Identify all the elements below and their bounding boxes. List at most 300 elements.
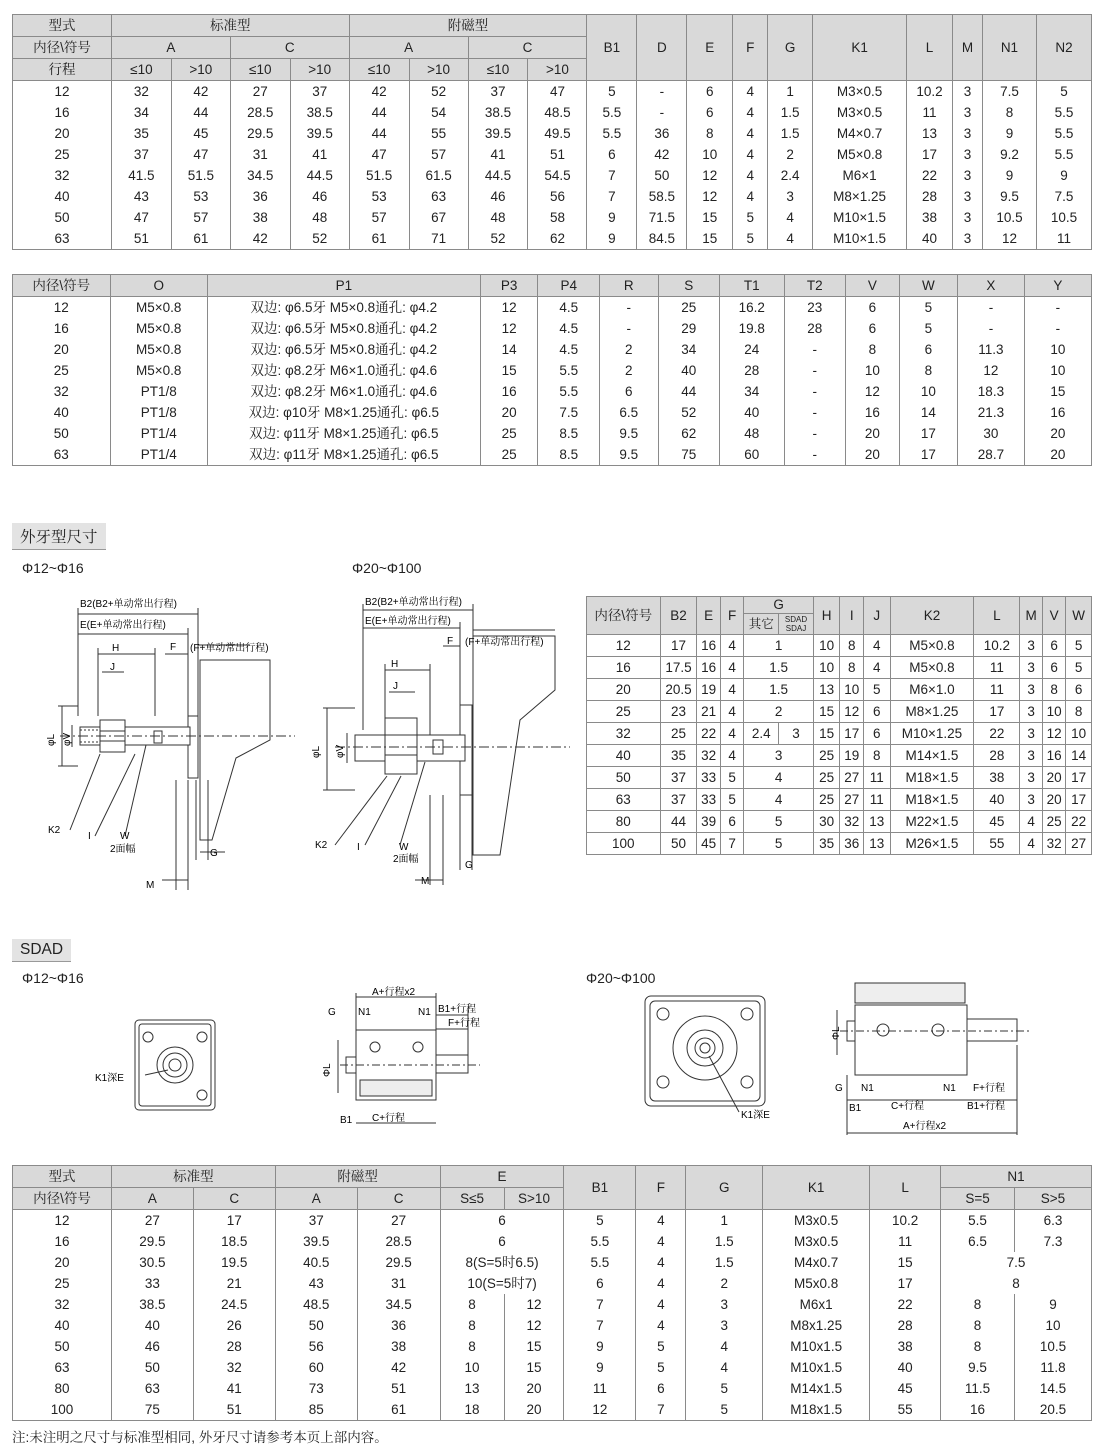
table-cell: 33: [697, 767, 721, 789]
table-row: [13, 144, 1092, 165]
table-cell: 18: [440, 1399, 504, 1421]
table-cell: 7: [564, 1315, 636, 1336]
table-cell: 46: [290, 186, 349, 207]
table-cell: 35: [660, 745, 697, 767]
table-cell: 5: [686, 1378, 763, 1399]
table-cell: 7: [564, 1294, 636, 1315]
table-cell: 25: [660, 723, 697, 745]
table-cell: 23: [660, 701, 697, 723]
table-cell: 双边: φ6.5牙 M5×0.8通孔: φ4.2: [207, 318, 480, 339]
table-cell: 28: [719, 360, 784, 381]
table-row: [13, 444, 1092, 466]
table-cell: 50: [111, 1357, 193, 1378]
table-cell: 42: [230, 228, 290, 250]
table-cell: 44.5: [290, 165, 349, 186]
table-cell: 11.5: [941, 1378, 1015, 1399]
table-cell: -: [958, 318, 1025, 339]
table-row: [13, 1294, 1092, 1315]
ext-header-bore: 内径\符号: [587, 597, 661, 635]
header-gt10: >10: [171, 59, 230, 81]
table-cell: 15: [687, 207, 733, 228]
table-cell: 51: [193, 1399, 275, 1421]
table-cell: 13: [440, 1378, 504, 1399]
table-row: [13, 360, 1092, 381]
table-cell: 4: [720, 679, 744, 701]
table-cell: 25: [13, 144, 112, 165]
table-cell: 17: [840, 723, 864, 745]
table-cell: 2: [768, 144, 813, 165]
table-cell: 31: [357, 1273, 440, 1294]
table-cell: 28: [193, 1336, 275, 1357]
table-cell: 3: [1020, 723, 1042, 745]
table-cell: 36: [840, 833, 864, 855]
header-le10: ≤10: [349, 59, 409, 81]
table-cell: 24.5: [193, 1294, 275, 1315]
table-cell: M14x1.5: [763, 1378, 870, 1399]
table-cell: 4: [720, 723, 744, 745]
table-cell: 40: [719, 402, 784, 423]
table-cell: 34: [658, 339, 719, 360]
table-cell: 14: [1066, 745, 1092, 767]
dim-phiv-label: φV: [62, 732, 73, 746]
table-cell: 16.2: [719, 297, 784, 319]
table-cell: 3: [953, 102, 983, 123]
table-cell: 5.5: [1036, 123, 1091, 144]
table-cell: 36: [637, 123, 687, 144]
table-cell: -: [784, 339, 845, 360]
table-row: [587, 789, 1092, 811]
table-cell: 55: [974, 833, 1020, 855]
ext-header-g: G: [744, 597, 814, 614]
table-cell: 22: [1066, 811, 1092, 833]
table-cell: 38: [230, 207, 290, 228]
table-cell: 48: [719, 423, 784, 444]
table-cell: M8×1.25: [813, 186, 907, 207]
table-cell: 16: [13, 318, 111, 339]
table-cell: 17: [974, 701, 1020, 723]
table-row: [13, 123, 1092, 144]
table-cell: 44: [658, 381, 719, 402]
table-cell: 5.5: [538, 381, 600, 402]
table-cell: 5.5: [1036, 144, 1091, 165]
table-cell: 3: [1020, 657, 1042, 679]
table-cell: 3: [953, 165, 983, 186]
sdad-header-n1: N1: [941, 1166, 1092, 1188]
table-cell: 25: [658, 297, 719, 319]
table-cell: 29: [658, 318, 719, 339]
sdad-section-title: SDAD: [12, 939, 71, 962]
table-cell: M4x0.7: [763, 1252, 870, 1273]
table-cell: 45: [974, 811, 1020, 833]
table-row: [13, 318, 1092, 339]
table-cell: 30: [813, 811, 840, 833]
table-cell: 5: [744, 833, 814, 855]
table-cell: 10: [1024, 360, 1091, 381]
table-cell: 28: [784, 318, 845, 339]
table-cell: 37: [111, 144, 171, 165]
header-m: M: [953, 15, 983, 81]
table-header-cell: 内径\符号: [13, 275, 111, 297]
table-cell: 37: [660, 789, 697, 811]
table-cell: M6×1.0: [890, 679, 974, 701]
table-cell: 63: [587, 789, 661, 811]
table-cell: 42: [349, 81, 409, 103]
table-cell: 52: [409, 81, 468, 103]
table-cell: 5: [899, 318, 957, 339]
dim-h-label: H: [112, 643, 120, 654]
table-cell: 5: [587, 81, 637, 103]
table-cell: 51: [357, 1378, 440, 1399]
table-cell: 10: [840, 679, 864, 701]
table-cell: 71.5: [637, 207, 687, 228]
sdad-large-f-label: F+行程: [973, 1083, 1005, 1094]
sdad-range-small: Φ12~Φ16: [22, 970, 84, 986]
table-cell: 40: [13, 402, 111, 423]
table-header-cell: W: [899, 275, 957, 297]
table-cell: 6: [1066, 679, 1092, 701]
external-range-small: Φ12~Φ16: [22, 560, 84, 576]
table-cell: 50: [587, 767, 661, 789]
table-cell: 37: [275, 1210, 357, 1232]
table-cell: 1.5: [744, 679, 814, 701]
table-cell: 36: [357, 1315, 440, 1336]
table-cell: 11: [974, 679, 1020, 701]
table-cell: 28.5: [230, 102, 290, 123]
table-cell: 44: [349, 123, 409, 144]
table-cell: 3: [1020, 745, 1042, 767]
sdad-header-std-c: C: [193, 1188, 275, 1210]
table-row: [587, 811, 1092, 833]
dim-phiv-label-large: φV: [335, 744, 346, 758]
table-cell: 100: [587, 833, 661, 855]
table-cell: 17: [870, 1273, 941, 1294]
table-row: [13, 228, 1092, 250]
table-cell: 13: [907, 123, 953, 144]
table-cell: 28: [870, 1315, 941, 1336]
dim-two-face-label-large: 2面幅: [393, 854, 419, 865]
sdad-header-magnetic: 附磁型: [275, 1166, 440, 1188]
table-cell: 5: [1066, 657, 1092, 679]
table-cell: 55: [870, 1399, 941, 1421]
sdad-range-large: Φ20~Φ100: [586, 970, 656, 986]
table-cell: 4: [720, 657, 744, 679]
table-cell: M5×0.8: [110, 339, 207, 360]
table-cell: 63: [13, 228, 112, 250]
table-cell: PT1/8: [110, 381, 207, 402]
table-cell: 56: [528, 186, 587, 207]
table-cell: 5.5: [587, 123, 637, 144]
ext-header-k2: K2: [890, 597, 974, 635]
sdad-large-n1-right-label: N1: [943, 1083, 956, 1094]
table-cell: 19.8: [719, 318, 784, 339]
table-cell: 11: [974, 657, 1020, 679]
table-cell: 12: [982, 228, 1036, 250]
table-cell: 10.2: [907, 81, 953, 103]
sdad-header-s-eq5: S=5: [941, 1188, 1015, 1210]
table-cell: 6: [863, 723, 890, 745]
table-row: [13, 423, 1092, 444]
table-cell: 40: [13, 186, 112, 207]
table-cell: 12: [564, 1399, 636, 1421]
header-stroke: 行程: [13, 59, 112, 81]
table-cell: 双边: φ6.5牙 M5×0.8通孔: φ4.2: [207, 339, 480, 360]
table-cell: 60: [275, 1357, 357, 1378]
table-row: [587, 657, 1092, 679]
table-cell: M3x0.5: [763, 1210, 870, 1232]
table-cell: 27: [840, 767, 864, 789]
table-cell: 11: [907, 102, 953, 123]
table-cell: 5.5: [564, 1252, 636, 1273]
table-cell: 6: [1042, 657, 1066, 679]
table-cell: 40: [974, 789, 1020, 811]
table-cell: 52: [290, 228, 349, 250]
table-cell: 20: [13, 123, 112, 144]
table-cell: 33: [697, 789, 721, 811]
header-e: E: [687, 15, 733, 81]
table-cell: 20: [504, 1399, 564, 1421]
table-cell: 6: [863, 701, 890, 723]
table-cell: 4.5: [538, 318, 600, 339]
table-cell: 11.3: [958, 339, 1025, 360]
table-cell: 8: [840, 657, 864, 679]
table-cell: 47: [528, 81, 587, 103]
table-cell: 38: [907, 207, 953, 228]
sdad-large-phil-label: ΦL: [831, 1026, 842, 1040]
table-cell: 16: [13, 102, 112, 123]
table-cell: 17: [907, 144, 953, 165]
table-cell: 75: [658, 444, 719, 466]
table-row: [13, 402, 1092, 423]
table-cell: 54: [409, 102, 468, 123]
table-cell: 40: [111, 1315, 193, 1336]
table-cell: 1.5: [768, 102, 813, 123]
table-cell: 1.5: [686, 1252, 763, 1273]
table-cell: 30.5: [111, 1252, 193, 1273]
table-cell: 12: [480, 297, 538, 319]
table-cell: 5: [564, 1210, 636, 1232]
header-g: G: [768, 15, 813, 81]
sdad-large-a-label: A+行程x2: [903, 1121, 947, 1132]
dim-m-label: M: [146, 880, 155, 891]
table-cell: 9: [1014, 1294, 1091, 1315]
table-cell: 53: [171, 186, 230, 207]
table-cell: 4: [686, 1357, 763, 1378]
table-cell: M5×0.8: [110, 318, 207, 339]
table-cell: 3: [953, 81, 983, 103]
table-cell: 11: [1036, 228, 1091, 250]
sdad-n1-left-label: N1: [358, 1007, 371, 1018]
standard-dimensions-table: [12, 14, 1092, 250]
table-cell: 63: [111, 1378, 193, 1399]
table-cell: 80: [587, 811, 661, 833]
table-cell: 10: [813, 635, 840, 657]
table-row: [13, 1252, 1092, 1273]
table-cell: 61: [171, 228, 230, 250]
dim-phil-label: φL: [46, 733, 57, 746]
sdad-small-front-view: [90, 1010, 230, 1120]
table-cell: 6: [687, 81, 733, 103]
table-cell: 25: [13, 360, 111, 381]
table-cell: -: [637, 102, 687, 123]
table-cell: 5: [733, 207, 768, 228]
table-cell: 15: [504, 1357, 564, 1378]
table-cell: 20: [587, 679, 661, 701]
table-cell: 3: [953, 186, 983, 207]
table-cell: 20.5: [660, 679, 697, 701]
table-cell: 23: [784, 297, 845, 319]
table-cell: 10: [813, 657, 840, 679]
sdad-k1-label: K1深E: [95, 1073, 124, 1084]
table-cell: 61: [349, 228, 409, 250]
table-cell: 25: [587, 701, 661, 723]
table-cell: 40: [870, 1357, 941, 1378]
header-mag-c: C: [468, 37, 587, 59]
table-cell: 9.5: [599, 444, 658, 466]
table-cell: 12: [846, 381, 900, 402]
table-cell: 5: [863, 679, 890, 701]
table-cell: 47: [111, 207, 171, 228]
table-cell: 33: [111, 1273, 193, 1294]
table-cell: 45: [697, 833, 721, 855]
table-cell: 75: [111, 1399, 193, 1421]
table-cell: 38: [357, 1336, 440, 1357]
table-cell: 4: [636, 1294, 686, 1315]
table-cell: 34.5: [357, 1294, 440, 1315]
sdad-header-f: F: [636, 1166, 686, 1210]
header-std-c: C: [230, 37, 349, 59]
table-row: [13, 297, 1092, 319]
table-cell: 32: [193, 1357, 275, 1378]
table-cell: 4: [733, 123, 768, 144]
table-row: [587, 745, 1092, 767]
table-cell: 20: [846, 423, 900, 444]
table-cell: 3: [953, 123, 983, 144]
table-cell: -: [784, 381, 845, 402]
table-cell: 5: [1066, 635, 1092, 657]
table-cell: 63: [13, 1357, 112, 1378]
table-row: [587, 723, 1092, 745]
dim-g-label-large: G: [465, 860, 473, 871]
table-cell: 16: [587, 657, 661, 679]
table-cell: 4: [768, 207, 813, 228]
table-cell: 3: [779, 723, 814, 745]
table-cell: PT1/4: [110, 423, 207, 444]
table-cell: 12: [504, 1315, 564, 1336]
table-cell: 42: [637, 144, 687, 165]
table-cell: 5.5: [538, 360, 600, 381]
table-cell: 22: [870, 1294, 941, 1315]
table-cell: -: [958, 297, 1025, 319]
table-cell: 4: [686, 1336, 763, 1357]
table-cell: 16: [480, 381, 538, 402]
table-cell: 2: [686, 1273, 763, 1294]
table-cell: 57: [409, 144, 468, 165]
table-cell: 9.2: [982, 144, 1036, 165]
table-cell: 10.2: [870, 1210, 941, 1232]
table-cell: 8.5: [538, 444, 600, 466]
table-cell: 18.5: [193, 1231, 275, 1252]
table-cell: 20: [480, 402, 538, 423]
sdad-large-b1-label: B1: [849, 1103, 862, 1114]
external-range-large: Φ20~Φ100: [352, 560, 422, 576]
table-cell: 4: [636, 1273, 686, 1294]
table-cell: 41: [193, 1378, 275, 1399]
table-header-cell: P3: [480, 275, 538, 297]
table-cell: 4: [863, 657, 890, 679]
table-cell: 8: [840, 635, 864, 657]
table-cell: 双边: φ11牙 M8×1.25通孔: φ6.5: [207, 423, 480, 444]
table-cell: 61.5: [409, 165, 468, 186]
table-cell: 37: [290, 81, 349, 103]
table-cell: 27: [1066, 833, 1092, 855]
table-cell: 80: [13, 1378, 112, 1399]
table-cell: 27: [357, 1210, 440, 1232]
table-cell: 10: [687, 144, 733, 165]
table-cell: 9.5: [982, 186, 1036, 207]
table-cell: M8×1.25: [890, 701, 974, 723]
table-cell: 11: [863, 767, 890, 789]
sdad-header-k1: K1: [763, 1166, 870, 1210]
table-cell: 9: [587, 207, 637, 228]
table-cell: 28.5: [357, 1231, 440, 1252]
table-cell: -: [784, 423, 845, 444]
table-header-cell: O: [110, 275, 207, 297]
table-cell: 12: [958, 360, 1025, 381]
table-cell: 双边: φ10牙 M8×1.25通孔: φ6.5: [207, 402, 480, 423]
table-cell: 6: [1042, 635, 1066, 657]
table-cell: 7.5: [1036, 186, 1091, 207]
sdad-small-side-view: [310, 985, 500, 1130]
table-cell: 42: [171, 81, 230, 103]
table-cell: 57: [171, 207, 230, 228]
header-gt10: >10: [528, 59, 587, 81]
table-cell: 10.2: [974, 635, 1020, 657]
table-cell: 4: [720, 635, 744, 657]
table-cell: 37: [468, 81, 528, 103]
table-cell: 35: [111, 123, 171, 144]
table-cell: 56: [275, 1336, 357, 1357]
header-mag-a: A: [349, 37, 468, 59]
dim-w-label-large: W: [399, 842, 409, 853]
table-cell: 71: [409, 228, 468, 250]
table-cell: 52: [658, 402, 719, 423]
sdad-large-front-view: [635, 990, 795, 1125]
dim-m-label-large: M: [421, 876, 430, 887]
table-cell: 8: [687, 123, 733, 144]
table-cell: M10x1.5: [763, 1336, 870, 1357]
table-cell: 14: [480, 339, 538, 360]
table-cell: 10.5: [1036, 207, 1091, 228]
table-cell: -: [599, 297, 658, 319]
table-cell: 5: [720, 789, 744, 811]
sdad-large-k1-label: K1深E: [741, 1110, 770, 1121]
table-cell: 6.3: [1014, 1210, 1091, 1232]
table-cell: 4: [636, 1231, 686, 1252]
ext-header-m: M: [1020, 597, 1042, 635]
table-cell: 27: [111, 1210, 193, 1232]
table-cell: M5×0.8: [110, 297, 207, 319]
table-cell: 32: [111, 81, 171, 103]
table-cell: 6.5: [941, 1231, 1015, 1252]
table-cell: M26×1.5: [890, 833, 974, 855]
footnote: 注:未注明之尺寸与标准型相同, 外牙尺寸请参考本页上部内容。: [12, 1430, 388, 1445]
table-cell: 6: [899, 339, 957, 360]
table-row: [587, 767, 1092, 789]
table-cell: 9: [982, 123, 1036, 144]
table-cell: 4: [636, 1210, 686, 1232]
table-cell: 4: [744, 789, 814, 811]
sdad-header-type: 型式: [13, 1166, 112, 1188]
